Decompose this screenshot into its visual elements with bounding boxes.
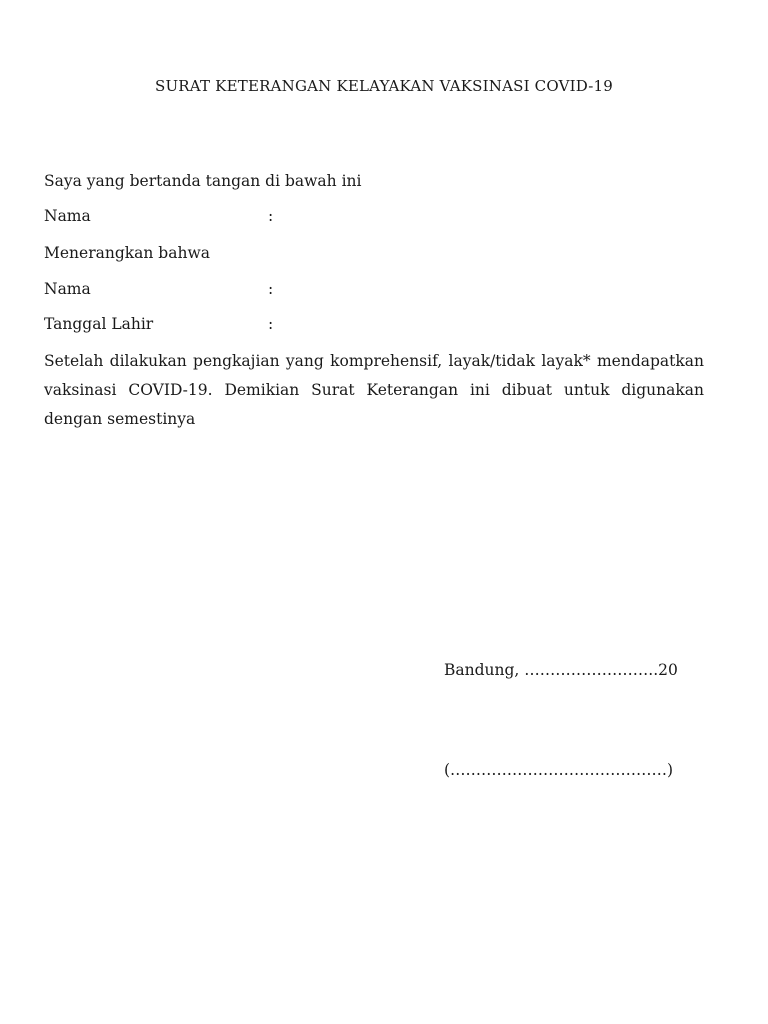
subject-name-colon: : [268, 280, 274, 298]
intro-text: Saya yang bertanda tangan di bawah ini [44, 172, 362, 190]
birth-date-colon: : [268, 315, 274, 333]
subject-name-label: Nama [44, 280, 91, 298]
signer-name-colon: : [268, 207, 274, 225]
signature-line: (……………………………………) [444, 761, 674, 779]
document-title: SURAT KETERANGAN KELAYAKAN VAKSINASI COVID-19 [154, 77, 613, 95]
stating-text: Menerangkan bahwa [44, 244, 210, 262]
signer-name-label: Nama [44, 207, 91, 225]
place-date: Bandung, ……………………..20 [444, 661, 678, 679]
body-paragraph: Setelah dilakukan pengkajian yang komprehensif, layak/tidak layak* mendapatkan vaksinasi COVID-19. Demikian Surat Keterangan ini dibuat untuk digunakan dengan semestinya [44, 352, 704, 428]
birth-date-label: Tanggal Lahir [44, 315, 154, 333]
